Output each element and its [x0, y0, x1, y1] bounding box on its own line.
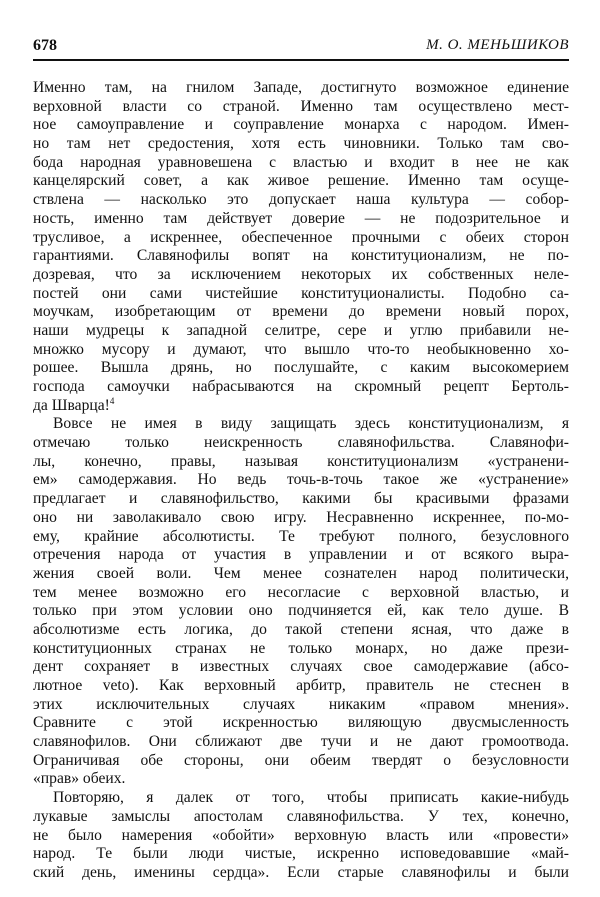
text-line [33, 509, 569, 528]
text-line-content: ное самоуправление и соуправление монарха с народом. Имен- [33, 116, 569, 134]
text-line [33, 864, 569, 883]
text-line [33, 172, 569, 191]
text-line-content: бода народная уравновешена с властью и входит в нее не как [33, 153, 569, 171]
text-line-content: лы, конечно, правы, называя конституционализм «устранени- [33, 452, 569, 470]
text-line [33, 154, 569, 173]
text-line-content: моучкам, изобретающим от времени до времени новый порох, [33, 303, 569, 321]
text-line [33, 453, 569, 472]
text-line [33, 116, 569, 135]
page-header [33, 37, 569, 61]
text-line-content: постей они сами чистейшие конституционалисты. Подобно са- [33, 284, 569, 302]
text-line [33, 546, 569, 565]
text-line-content: тем менее возможно его несогласие с верховной властью, и [33, 583, 569, 601]
text-line-content: ствлена — насколько это допускает наша культура — собор- [33, 191, 569, 209]
text-line-content: ность, именно там действует доверие — не подозрительное и [33, 209, 569, 227]
text-line-content: Сравните с этой искренностью виляющую двусмысленность [33, 714, 569, 732]
text-line [33, 490, 569, 509]
text-line-content: Ограничивая обе стороны, они обеим твердят о безусловности [33, 751, 569, 769]
text-line [33, 191, 569, 210]
text-line-content: трусливое, а искреннее, обеспеченное прочными с обеих сторон [33, 228, 569, 246]
text-line-content: Повторяю, я далек от того, чтобы приписать какие-нибудь [53, 789, 569, 807]
text-line [33, 135, 569, 154]
text-line-content: дозревая, что за исключением некоторых их собственных неле- [33, 265, 569, 283]
text-line [33, 808, 569, 827]
text-line-content: только при этом условии оно подчиняется ей, как тело душе. В [33, 602, 569, 620]
text-line [33, 696, 569, 715]
text-line-content: отречения народа от участия в управлении и от всякого выра- [33, 546, 569, 564]
text-line [33, 827, 569, 846]
text-line-content: ему, крайние абсолютисты. Те требуют полного, безусловного [33, 527, 569, 545]
text-line-content: не было намерения «обойти» верховную власть или «провести» [33, 826, 569, 844]
text-line [33, 98, 569, 117]
body-text [33, 79, 569, 883]
text-line [33, 229, 569, 248]
text-line-content: конституционных странах не только монарх, но даже прези- [33, 639, 569, 657]
text-line [33, 359, 569, 378]
text-line [33, 415, 569, 434]
text-line [33, 378, 569, 397]
running-head: М. О. МЕНЬШИКОВ [426, 37, 569, 53]
text-line [33, 303, 569, 322]
text-line [33, 621, 569, 640]
text-line-content: этих исключительных случаях никаким «правом мнения». [33, 695, 569, 713]
text-line [33, 266, 569, 285]
text-line [33, 341, 569, 360]
footnote-marker: 4 [109, 396, 115, 406]
text-line-content: да Шварца! [33, 396, 110, 414]
text-line [33, 733, 569, 752]
text-line-content: предлагает и славянофильство, какими бы красивыми фразами [33, 490, 569, 508]
text-line [33, 397, 569, 416]
text-line-content: Именно там, на гнилом Западе, достигнуто возможное единение [33, 79, 569, 96]
page-number: 678 [33, 37, 57, 54]
text-line-content: ем» самодержавия. Но ведь точь-в-точь такое же «устранение» [33, 471, 569, 489]
text-line-content: лукавые замыслы апостолам славянофильства. У тех, конечно, [33, 807, 569, 825]
text-line-content: славянофилов. Они сближают две тучи и не дают громоотвода. [33, 733, 569, 751]
text-line-content: жения своей воли. Чем менее сознателен народ политически, [33, 564, 569, 582]
text-line [33, 528, 569, 547]
text-line-content: отмечаю только неискренность славянофильства. Славянофи- [33, 434, 569, 452]
text-line [33, 658, 569, 677]
text-line-content: множко мусору и думают, что вышло что-то необыкновенно хо- [33, 340, 569, 358]
text-line-content: дент сохраняет в известных случаях свое самодержавие (абсо- [33, 658, 569, 676]
text-line-content: «прав» обеих. [33, 770, 126, 788]
text-line [33, 789, 569, 808]
text-line-content: абсолютизме есть логика, до такой степени ясная, что даже в [33, 620, 569, 638]
text-line [33, 602, 569, 621]
text-line-content: оно ни заволакивало свою игру. Несравненно искреннее, по-мо- [33, 508, 569, 526]
text-line [33, 677, 569, 696]
text-line-content: но там нет средостения, хотя есть чиновники. Только там сво- [33, 135, 569, 153]
text-line [33, 584, 569, 603]
text-line [33, 845, 569, 864]
text-line [33, 770, 569, 789]
text-line [33, 714, 569, 733]
text-line-content: рошее. Вышла дрянь, но послушайте, с каким высокомерием [33, 359, 569, 377]
text-line [33, 640, 569, 659]
text-line-content: гарантиями. Славянофилы вопят на конституционализм, не по- [33, 247, 569, 265]
text-line [33, 247, 569, 266]
text-line [33, 285, 569, 304]
text-line-content: Вовсе не имея в виду защищать здесь конституционализм, я [53, 415, 569, 433]
text-line [33, 210, 569, 229]
text-line [33, 471, 569, 490]
text-line-content: лютное veto). Как верховный арбитр, правитель не стеснен в [33, 677, 569, 694]
text-line [33, 752, 569, 771]
text-line-content: ский день, именины сердца». Если старые славянофилы и были [33, 863, 569, 881]
text-line-content: канцелярский совет, а как живое решение. Именно там осуще- [33, 172, 569, 190]
text-line [33, 79, 569, 98]
text-line [33, 322, 569, 341]
text-line-content: наши мудрецы к западной селитре, сере и углю прибавили не- [33, 321, 569, 339]
text-line-content: народ. Те были люди чистые, искренно исповедовавшие «май- [33, 845, 569, 863]
text-line [33, 565, 569, 584]
text-line-content: господа самоучки набрасываются на скромный рецепт Бертоль- [33, 378, 569, 395]
text-line [33, 434, 569, 453]
text-line-content: верховной власти со страной. Именно там осуществлено мест- [33, 97, 569, 115]
